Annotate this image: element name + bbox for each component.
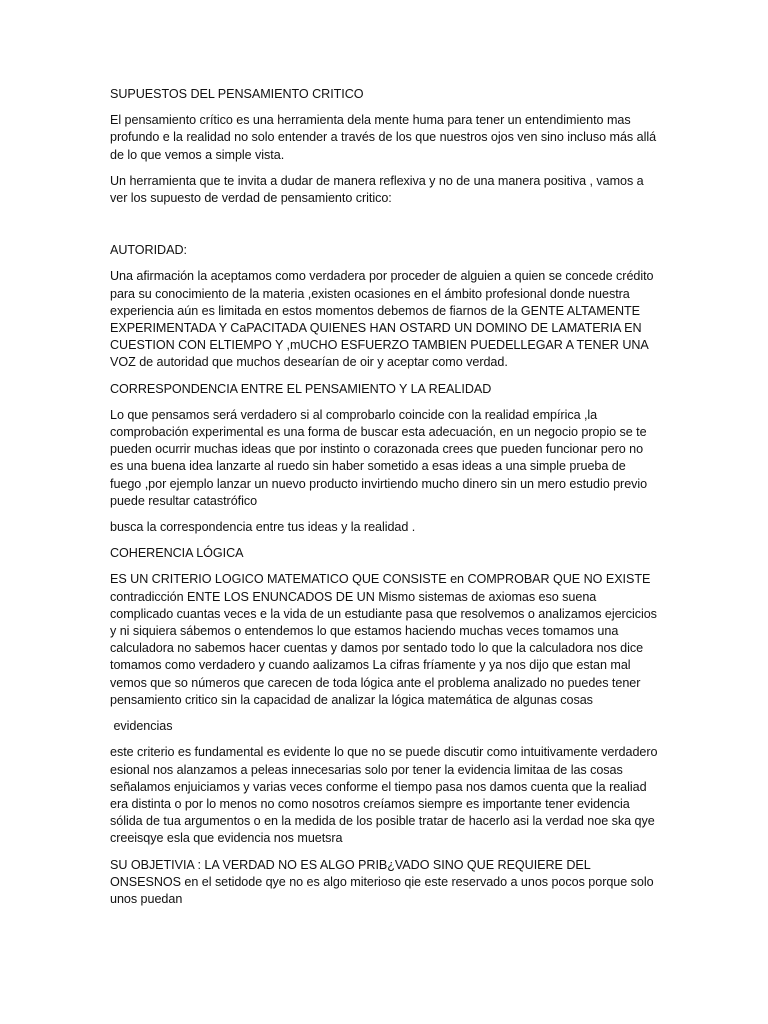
correspondencia-paragraph-2: busca la correspondencia entre tus ideas y la realidad . <box>110 520 416 535</box>
section-heading-autoridad: AUTORIDAD: <box>110 243 187 258</box>
intro-paragraph-2: Un herramienta que te invita a dudar de manera reflexiva y no de una manera positiva , vamos a ver los supuesto de verdad de pensamiento critico: <box>110 173 644 206</box>
spacer <box>110 216 658 242</box>
intro-paragraph-1: El pensamiento crítico es una herramienta dela mente huma para tener un entendimiento mas profundo e la realidad no solo entender a través de los que nuestros ojos ven sino incluso más allá de lo que vemos a simple vista. <box>110 113 657 162</box>
section-heading-evidencias: evidencias <box>110 719 173 734</box>
evidencias-paragraph: este criterio es fundamental es evidente lo que no se puede discutir como intuitivamente verdadero esional nos alanzamos a peleas innecesarias solo por tener la evidencia limitaa de las cosas señalamos enjuiciamos y varias veces conforme el tiempo pasa nos damos cuenta que la realiad era distinta o por lo menos no como nosotros creíamos siempre es importante tener evidencia sólida de tua argumentos o en la medida de los posible tratar de hacerlo asi la verdad noe ska qye creeisqye esla que evidencia nos muetsra <box>110 745 658 846</box>
autoridad-paragraph: Una afirmación la aceptamos como verdadera por proceder de alguien a quien se concede crédito para su conocimiento de la materia ,existen ocasiones en el ámbito profesional donde nuestra experiencia aún es limitada en estos momentos debemos de fiarnos de la GENTE ALTAMENTE EXPERIMENTADA Y CaPACITADA QUIENES HAN OSTARD UN DOMINO DE LAMATERIA EN CUESTION CON ELTIEMPO Y ,mUCHO ESFUERZO TAMBIEN PUEDELLEGAR A TENER UNA VOZ de autoridad que muchos desearían de oir y aceptar como verdad. <box>110 269 654 370</box>
objetividad-paragraph: SU OBJETIVIA : LA VERDAD NO ES ALGO PRIB¿VADO SINO QUE REQUIERE DEL ONSESNOS en el setidode qye no es algo miterioso qie este reservado a unos pocos porque solo unos puedan <box>110 857 654 906</box>
section-heading-correspondencia: CORRESPONDENCIA ENTRE EL PENSAMIENTO Y LA REALIDAD <box>110 381 492 396</box>
document-title: SUPUESTOS DEL PENSAMIENTO CRITICO <box>110 87 364 101</box>
correspondencia-paragraph: Lo que pensamos será verdadero si al comprobarlo coincide con la realidad empírica ,la comprobación experimental es una forma de buscar esta adecuación, en un negocio propio se te pueden ocurrir muchas ideas que por instinto o corazonada crees que pueden funcionar pero no es una buena idea lanzarte al ruedo sin haber sometido a esas ideas a una simple prueba de fuego ,por ejemplo lanzar un nuevo producto invirtiendo mucho dinero sin un mero estudio previo puede resultar catastrófico <box>110 407 648 508</box>
coherencia-paragraph: ES UN CRITERIO LOGICO MATEMATICO QUE CONSISTE en COMPROBAR QUE NO EXISTE contradicción ENTE LOS ENUNCADOS DE UN Mismo sistemas de axiomas eso suena complicado cuantas veces e la vida de un estudiante pasa que resolvemos o analizamos ejercicios y ni siquiera sábemos o entendemos lo que estamos haciendo muchas veces tomamos una calculadora no sabemos hacer cuentas y damos por sentado todo lo que la calculadora nos dice tomamos como verdadero y cuando aalizamos La cifras fríamente y ya nos dijo que estan mal vemos que so números que carecen de toda lógica ante el problema analizado no puedes tener pensamiento critico sin la capacidad de analizar la lógica matemática de algunas cosas <box>110 572 657 707</box>
document-page <box>110 86 658 917</box>
section-heading-coherencia: COHERENCIA LÓGICA <box>110 546 244 561</box>
